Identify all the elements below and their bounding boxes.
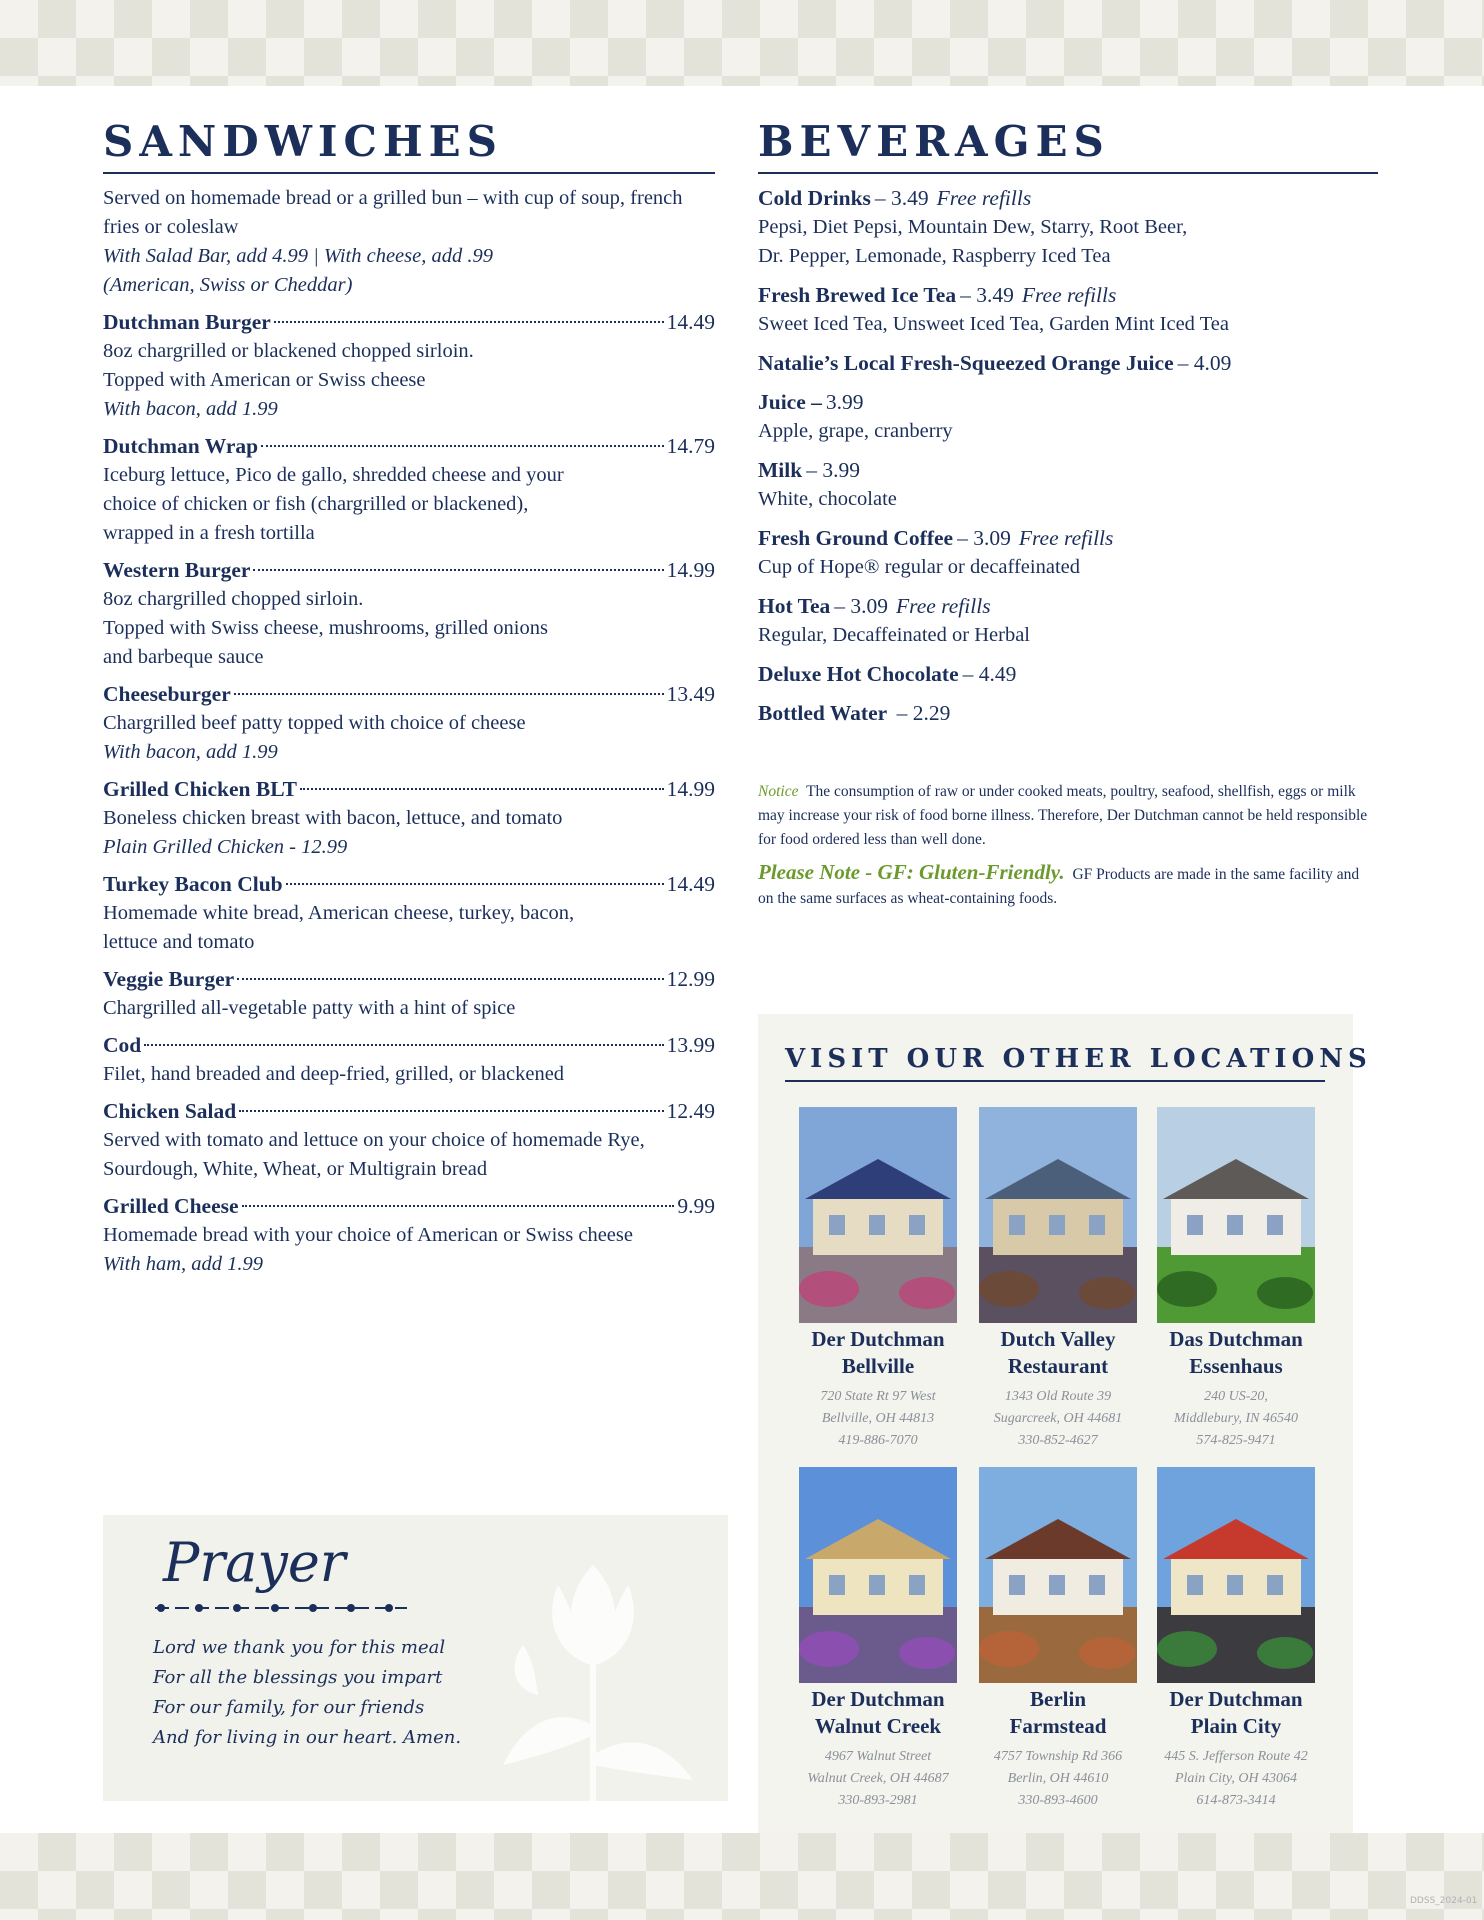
location-name-line: Das Dutchman [1169,1327,1303,1351]
location-name-line: Restaurant [1007,1354,1109,1378]
beverage-name: Milk [758,458,803,482]
sandwich-item-header [103,1097,715,1126]
sandwich-item [103,432,715,548]
free-refills-label: Free refills [1018,526,1114,550]
address-city: Berlin, OH 44610 [1007,1771,1109,1786]
plaid-footer-band [0,1833,1484,1920]
sandwich-price: 14.49 [666,872,715,896]
beverage-description: Regular, Decaffeinated or Herbal [758,624,1030,646]
sandwich-name: Chicken Salad [103,1099,237,1123]
address-city: Sugarcreek, OH 44681 [993,1411,1123,1426]
beverage-header [758,592,1378,621]
location-address [978,1746,1138,1812]
beverage-header [758,388,1378,417]
sandwiches-intro [103,184,715,300]
dot-leader [237,978,663,980]
beverage-price: – 3.99 [806,458,860,482]
sandwich-price: 12.99 [666,967,715,991]
sandwich-name: Turkey Bacon Club [103,872,283,896]
sandwich-description: wrapped in a fresh tortilla [103,522,315,544]
location-name-line: Bellville [841,1354,915,1378]
sandwich-item [103,680,715,767]
sandwich-price: 12.49 [666,1099,715,1123]
beverage-header [758,184,1378,213]
gluten-friendly-note [758,860,1378,911]
sandwich-name: Grilled Chicken BLT [103,777,297,801]
food-safety-notice [758,780,1378,852]
sandwich-item [103,775,715,862]
building-photo-icon [799,1107,957,1323]
sandwich-item-header [103,1031,715,1060]
location-name-line: Walnut Creek [814,1714,942,1738]
sandwich-addon-note: With bacon, add 1.99 [103,398,278,420]
location-address [798,1746,958,1812]
address-phone: 330-852-4627 [1018,1433,1098,1448]
sandwich-description: Topped with American or Swiss cheese [103,369,426,391]
address-street: 240 US-20, [1204,1389,1268,1404]
sandwich-price: 13.99 [666,1033,715,1057]
sandwich-list [103,308,715,1279]
address-street: 720 State Rt 97 West [820,1389,936,1404]
location-card [1156,1467,1316,1812]
address-phone: 574-825-9471 [1196,1433,1276,1448]
beverage-name: Fresh Brewed Ice Tea [758,283,957,307]
beverage-item [758,184,1378,271]
location-photo [1157,1107,1315,1323]
sandwich-description: Filet, hand breaded and deep-fried, grilled, or blackened [103,1063,565,1085]
address-city: Walnut Creek, OH 44687 [807,1771,949,1786]
intro-cheese-options: (American, Swiss or Cheddar) [103,274,353,296]
sandwich-price: 13.49 [666,682,715,706]
beverage-description: Cup of Hope® regular or decaffeinated [758,556,1080,578]
sandwich-price: 14.99 [666,777,715,801]
sandwich-description: Topped with Swiss cheese, mushrooms, grilled onions [103,617,548,639]
location-card [1156,1107,1316,1452]
address-phone: 330-893-2981 [838,1793,918,1808]
beverage-item [758,349,1378,378]
sandwich-description: Chargrilled beef patty topped with choice of cheese [103,712,526,734]
beverage-name: Hot Tea [758,594,831,618]
location-name-line: Dutch Valley [1000,1327,1116,1351]
beverage-price: – 4.09 [1177,351,1232,375]
prayer-panel [103,1515,728,1801]
beverage-name: Fresh Ground Coffee [758,526,954,550]
free-refills-label: Free refills [936,186,1032,210]
building-photo-icon [979,1107,1137,1323]
free-refills-label: Free refills [1021,283,1117,307]
sandwich-name: Grilled Cheese [103,1194,239,1218]
beverages-title: BEVERAGES [758,118,1378,174]
beverage-description: Dr. Pepper, Lemonade, Raspberry Iced Tea [758,245,1111,267]
location-card [798,1107,958,1452]
intro-addons: With Salad Bar, add 4.99 | With cheese, add .99 [103,245,493,267]
beverage-price: – 2.29 [891,701,951,725]
locations-title: VISIT OUR OTHER LOCATIONS [785,1044,1325,1082]
sandwich-item-header [103,775,715,804]
building-photo-icon [979,1467,1137,1683]
beverage-item [758,456,1378,514]
building-photo-icon [1157,1467,1315,1683]
sandwich-price: 14.49 [666,310,715,334]
location-name-line: Berlin [1030,1687,1086,1711]
location-name-line: Plain City [1190,1714,1282,1738]
location-name [978,1326,1138,1380]
prayer-line: For all the blessings you impart [153,1667,443,1688]
sandwich-description: and barbeque sauce [103,646,264,668]
location-address [978,1386,1138,1452]
beverage-header [758,456,1378,485]
sandwich-description: lettuce and tomato [103,931,255,953]
location-photo [799,1467,957,1683]
sandwich-item-header [103,556,715,585]
beverage-price: – 3.49 [874,186,929,210]
sandwich-price: 14.79 [666,434,715,458]
address-city: Plain City, OH 43064 [1174,1771,1298,1786]
sandwich-item [103,556,715,672]
notice-text: The consumption of raw or under cooked meats, poultry, seafood, shellfish, eggs or milk may increase your risk of food borne illness. Therefore, Der Dutchman cannot be held responsible for food ordered less than well done. [758,783,1368,848]
beverages-section [758,118,1378,911]
sandwich-description: Sourdough, White, Wheat, or Multigrain bread [103,1158,488,1180]
beverage-header [758,281,1378,310]
building-photo-icon [1157,1107,1315,1323]
beverage-name: Natalie’s Local Fresh-Squeezed Orange Juice [758,351,1174,375]
location-name-line: Der Dutchman [1169,1687,1303,1711]
sandwich-description: Chargrilled all-vegetable patty with a hint of spice [103,997,516,1019]
address-street: 445 S. Jefferson Route 42 [1164,1749,1308,1764]
beverage-item [758,699,1378,728]
sandwich-price: 9.99 [677,1194,715,1218]
dot-leader [286,883,664,885]
location-name [1156,1326,1316,1380]
sandwich-item-header [103,680,715,709]
beverage-header [758,699,1378,728]
sandwich-item [103,308,715,424]
sandwich-item-header [103,1192,715,1221]
dot-leader [144,1044,663,1046]
location-name-line: Der Dutchman [811,1687,945,1711]
beverage-description: White, chocolate [758,488,897,510]
location-name-line: Farmstead [1009,1714,1107,1738]
address-street: 4967 Walnut Street [824,1749,932,1764]
sandwiches-section [103,118,715,1287]
location-card [798,1467,958,1812]
sandwich-item [103,870,715,957]
location-card [978,1107,1138,1452]
address-phone: 419-886-7070 [838,1433,918,1448]
location-address [1156,1386,1316,1452]
beverage-name: Bottled Water [758,701,888,725]
address-street: 4757 Township Rd 366 [993,1749,1123,1764]
address-city: Middlebury, IN 46540 [1173,1411,1299,1426]
notice-label: Notice [758,783,799,800]
building-photo-icon [799,1467,957,1683]
beverage-price: 3.99 [825,390,864,414]
beverage-item [758,660,1378,689]
sandwich-description: 8oz chargrilled or blackened chopped sirloin. [103,340,474,362]
beverage-header [758,524,1378,553]
dot-leader [300,788,664,790]
dot-leader [261,445,664,447]
intro-text: Served on homemade bread or a grilled bun – with cup of soup, french fries or coleslaw [103,187,683,238]
location-name-line: Der Dutchman [811,1327,945,1351]
plaid-header-band [0,0,1484,86]
location-card [978,1467,1138,1812]
beverage-description: Sweet Iced Tea, Unsweet Iced Tea, Garden Mint Iced Tea [758,313,1229,335]
sandwich-price: 14.99 [666,558,715,582]
sandwich-description: Boneless chicken breast with bacon, lettuce, and tomato [103,807,563,829]
dot-leader [242,1205,675,1207]
other-locations-panel [758,1014,1372,1833]
location-photo [979,1467,1137,1683]
dot-leader [253,569,663,571]
beverage-price: – 4.49 [962,662,1017,686]
location-name [978,1686,1138,1740]
gf-label: Please Note - GF: Gluten-Friendly. [758,860,1065,884]
address-phone: 614-873-3414 [1196,1793,1276,1808]
beverage-name: Juice – [758,390,822,414]
prayer-text [153,1633,461,1753]
sandwich-description: choice of chicken or fish (chargrilled or blackened), [103,493,529,515]
sandwich-name: Dutchman Wrap [103,434,259,458]
location-name [798,1326,958,1380]
beverage-name: Deluxe Hot Chocolate [758,662,959,686]
address-city: Bellville, OH 44813 [821,1411,935,1426]
sandwich-description: 8oz chargrilled chopped sirloin. [103,588,364,610]
beverage-header [758,349,1378,378]
gf-text: GF Products are made in the same facility and on the same surfaces as wheat-containing foods. [758,866,1360,907]
sandwich-description: Homemade bread with your choice of American or Swiss cheese [103,1224,633,1246]
prayer-line: Lord we thank you for this meal [153,1637,446,1658]
sandwich-name: Cod [103,1033,142,1057]
free-refills-label: Free refills [896,594,991,618]
beverage-item [758,524,1378,582]
address-street: 1343 Old Route 39 [1004,1389,1112,1404]
location-address [1156,1746,1316,1812]
sandwich-item-header [103,870,715,899]
sandwich-addon-note: With ham, add 1.99 [103,1253,264,1275]
beverage-name: Cold Drinks [758,186,871,210]
sandwich-addon-note: Plain Grilled Chicken - 12.99 [103,836,348,858]
beverage-item [758,281,1378,339]
sandwich-name: Western Burger [103,558,251,582]
prayer-line: And for living in our heart. Amen. [153,1727,462,1748]
location-photo [799,1107,957,1323]
beverage-item [758,592,1378,650]
address-phone: 330-893-4600 [1018,1793,1098,1808]
dot-leader [234,693,664,695]
sandwiches-title: SANDWICHES [103,118,715,174]
sandwich-name: Cheeseburger [103,682,231,706]
beverage-description: Apple, grape, cranberry [758,420,953,442]
sandwich-item-header [103,965,715,994]
sandwich-description: Iceburg lettuce, Pico de gallo, shredded cheese and your [103,464,564,486]
sandwich-item [103,965,715,1023]
beverage-price: – 3.49 [960,283,1014,307]
sandwich-item-header [103,432,715,461]
sandwich-name: Dutchman Burger [103,310,271,334]
beverage-header [758,660,1378,689]
beverage-price: – 3.09 [957,526,1011,550]
location-address [798,1386,958,1452]
beverage-price: – 3.09 [834,594,889,618]
location-name [798,1686,958,1740]
sandwich-item [103,1097,715,1184]
tulip-watermark-icon [463,1525,723,1801]
dot-leader [274,321,664,323]
location-photo [1157,1467,1315,1683]
sandwich-description: Homemade white bread, American cheese, turkey, bacon, [103,902,575,924]
document-code: DDSS_2024-01 [1410,1896,1478,1906]
location-photo [979,1107,1137,1323]
location-name-line: Essenhaus [1189,1354,1283,1378]
beverage-description: Pepsi, Diet Pepsi, Mountain Dew, Starry, Root Beer, [758,216,1188,238]
sandwich-item [103,1031,715,1089]
sandwich-item-header [103,308,715,337]
prayer-title: Prayer [163,1531,346,1594]
beverage-item [758,388,1378,446]
divider-ornament-icon [151,1601,411,1615]
beverage-list [758,184,1378,728]
prayer-line: For our family, for our friends [153,1697,425,1718]
sandwich-name: Veggie Burger [103,967,235,991]
dot-leader [239,1110,663,1112]
sandwich-description: Served with tomato and lettuce on your choice of homemade Rye, [103,1129,645,1151]
location-name [1156,1686,1316,1740]
sandwich-item [103,1192,715,1279]
sandwich-addon-note: With bacon, add 1.99 [103,741,278,763]
